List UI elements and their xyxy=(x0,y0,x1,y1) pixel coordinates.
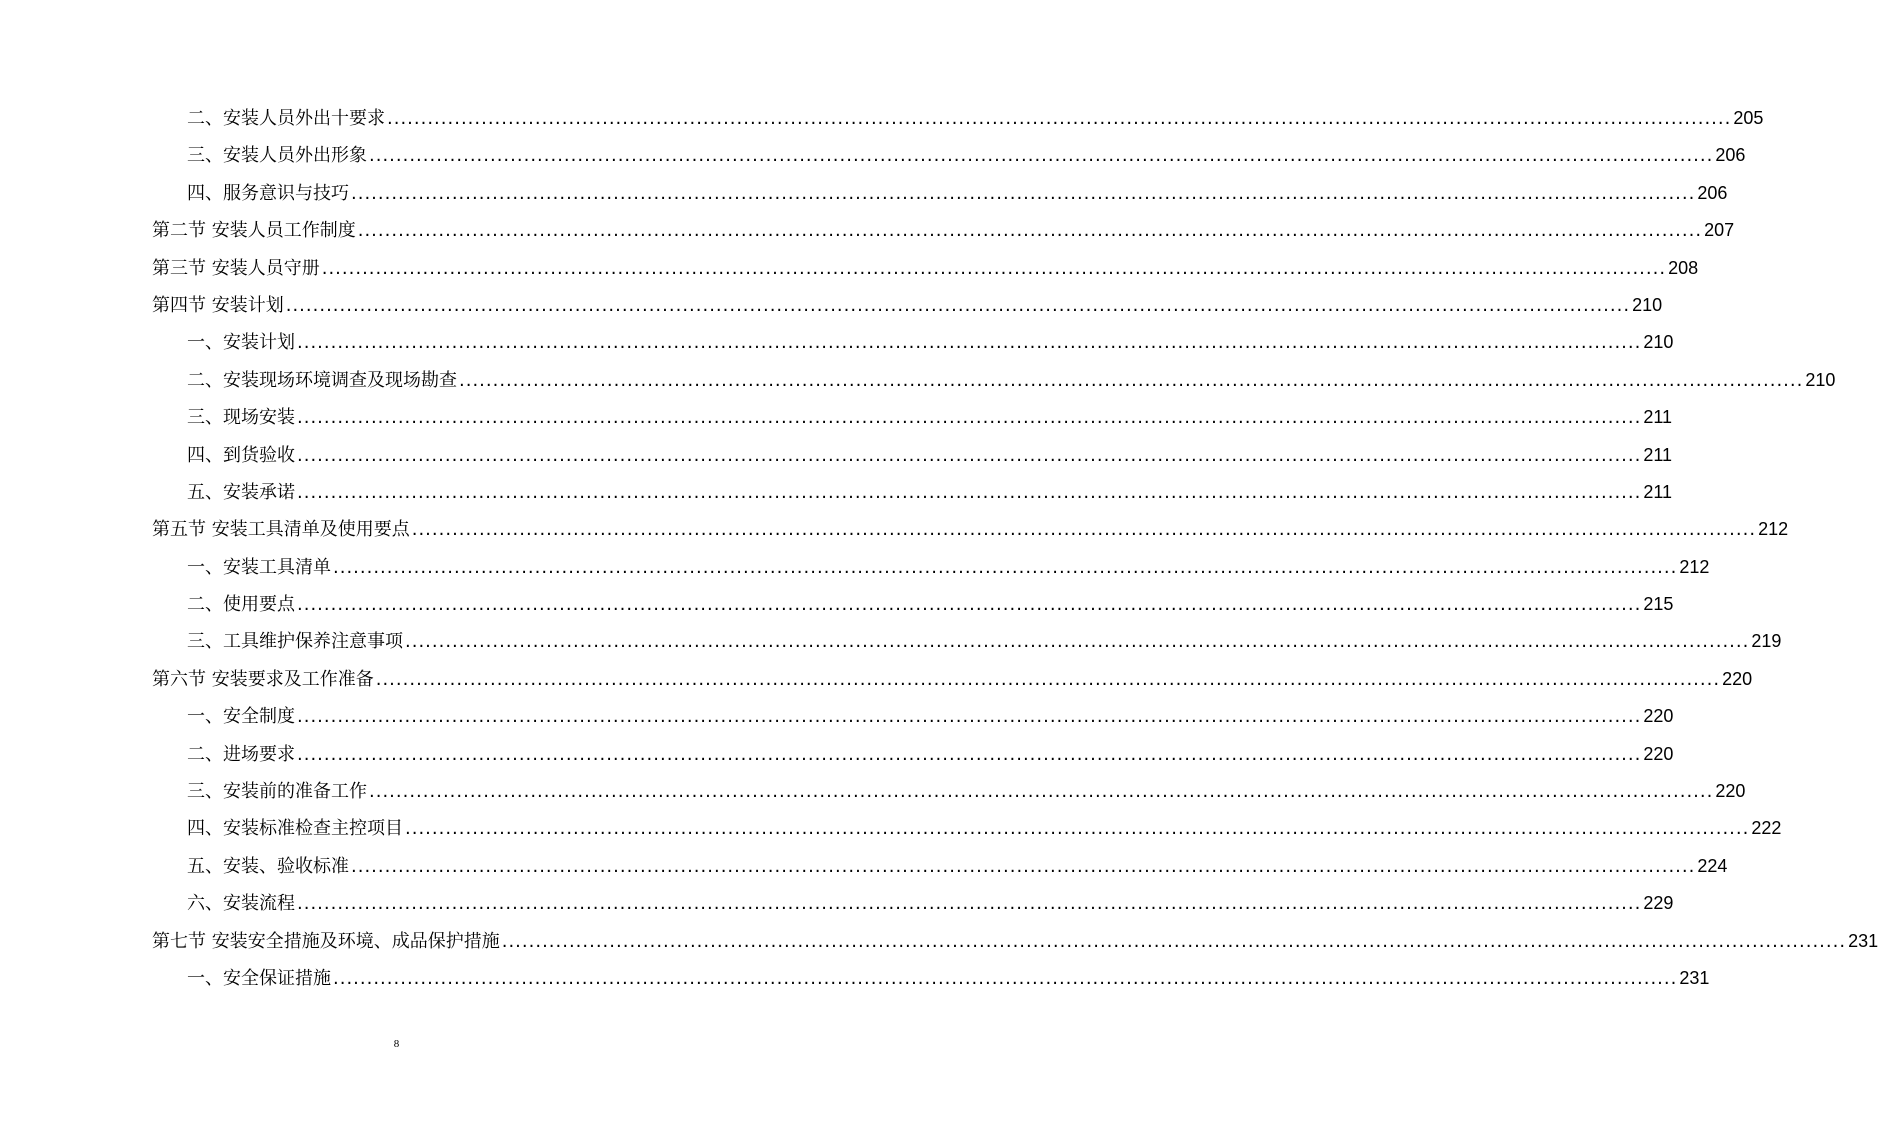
toc-leader-dots: ........................................................................................................................................................................................................ xyxy=(297,893,1642,915)
toc-leader-dots: ........................................................................................................................................................................................................ xyxy=(351,855,1696,877)
toc-entry[interactable] xyxy=(152,250,1699,287)
toc-entry-title: 四、到货验收 xyxy=(187,444,295,466)
toc-entry[interactable] xyxy=(187,175,1728,212)
toc-entry-title: 四、服务意识与技巧 xyxy=(187,182,349,204)
toc-entry-page: 210 xyxy=(1632,294,1663,315)
toc-entry[interactable] xyxy=(187,100,1764,137)
toc-entry[interactable] xyxy=(152,661,1753,698)
toc-entry-page: 219 xyxy=(1751,631,1782,652)
toc-entry[interactable] xyxy=(152,287,1663,324)
toc-entry-page: 212 xyxy=(1679,556,1710,577)
toc-entry[interactable] xyxy=(187,623,1782,660)
toc-leader-dots: ........................................................................................................................................................................................................ xyxy=(387,108,1732,129)
toc-entry-title: 三、安装前的准备工作 xyxy=(187,781,367,803)
toc-entry[interactable] xyxy=(187,960,1710,997)
toc-leader-dots: ........................................................................................................................................................................................................ xyxy=(375,668,1721,690)
toc-entry-page: 208 xyxy=(1668,257,1699,278)
toc-entry-page: 220 xyxy=(1715,781,1746,802)
toc-leader-dots: ........................................................................................................................................................................................................ xyxy=(405,631,1750,653)
toc-entry[interactable] xyxy=(187,324,1674,361)
toc-leader-dots: ........................................................................................................................................................................................................ xyxy=(321,257,1667,279)
toc-entry-title: 二、安装现场环境调查及现场勘查 xyxy=(187,369,457,391)
toc-entry-title: 六、安装流程 xyxy=(187,893,295,915)
toc-entry[interactable] xyxy=(187,137,1746,174)
toc-leader-dots: ........................................................................................................................................................................................................ xyxy=(369,781,1714,803)
toc-leader-dots: ........................................................................................................................................................................................................ xyxy=(297,444,1642,466)
toc-leader-dots: ........................................................................................................................................................................................................ xyxy=(501,930,1847,952)
toc-leader-dots: ........................................................................................................................................................................................................ xyxy=(297,407,1642,429)
toc-entry-page: 212 xyxy=(1758,519,1789,540)
toc-leader-dots: ........................................................................................................................................................................................................ xyxy=(405,818,1750,840)
toc-entry-page: 220 xyxy=(1643,706,1674,727)
toc-entry-title: 第五节 安装工具清单及使用要点 xyxy=(152,519,410,541)
toc-leader-dots: ........................................................................................................................................................................................................ xyxy=(297,594,1642,616)
toc-entry-title: 五、安装承诺 xyxy=(187,481,295,503)
table-of-contents xyxy=(0,100,1878,997)
toc-leader-dots: ........................................................................................................................................................................................................ xyxy=(351,182,1696,204)
toc-entry-page: 210 xyxy=(1805,369,1836,390)
toc-entry-page: 211 xyxy=(1643,407,1673,428)
toc-leader-dots: ........................................................................................................................................................................................................ xyxy=(297,332,1642,354)
toc-entry-title: 三、安装人员外出形象 xyxy=(187,145,367,167)
toc-entry-page: 224 xyxy=(1697,855,1728,876)
toc-entry-page: 231 xyxy=(1848,930,1878,951)
toc-leader-dots: ........................................................................................................................................................................................................ xyxy=(357,220,1703,242)
toc-leader-dots: ........................................................................................................................................................................................................ xyxy=(333,556,1678,578)
toc-entry-page: 231 xyxy=(1679,967,1710,988)
toc-entry-page: 206 xyxy=(1697,182,1728,203)
toc-entry-page: 222 xyxy=(1751,818,1782,839)
toc-entry-title: 第四节 安装计划 xyxy=(152,294,284,316)
toc-entry-page: 211 xyxy=(1643,444,1673,465)
toc-entry-title: 一、安装计划 xyxy=(187,332,295,354)
toc-entry[interactable] xyxy=(152,923,1878,960)
toc-entry-title: 四、安装标准检查主控项目 xyxy=(187,818,403,840)
toc-entry[interactable] xyxy=(187,698,1674,735)
page-number: 8 xyxy=(393,1038,400,1050)
toc-entry-page: 210 xyxy=(1643,332,1674,353)
toc-entry-page: 211 xyxy=(1643,481,1673,502)
toc-entry[interactable] xyxy=(187,549,1710,586)
toc-entry[interactable] xyxy=(187,810,1782,847)
toc-entry-title: 一、安全保证措施 xyxy=(187,967,331,989)
toc-entry[interactable] xyxy=(187,362,1836,399)
toc-leader-dots: ........................................................................................................................................................................................................ xyxy=(285,294,1631,316)
toc-entry-title: 第七节 安装安全措施及环境、成品保护措施 xyxy=(152,930,500,952)
toc-entry-title: 第二节 安装人员工作制度 xyxy=(152,220,356,242)
toc-entry-page: 220 xyxy=(1643,743,1674,764)
toc-entry[interactable] xyxy=(152,511,1789,548)
toc-entry-page: 206 xyxy=(1715,145,1746,166)
toc-entry-page: 205 xyxy=(1733,108,1764,128)
toc-leader-dots: ........................................................................................................................................................................................................ xyxy=(297,481,1642,503)
toc-entry-title: 第三节 安装人员守册 xyxy=(152,257,320,279)
toc-entry-page: 229 xyxy=(1643,893,1674,914)
toc-leader-dots: ........................................................................................................................................................................................................ xyxy=(297,706,1642,728)
toc-entry[interactable] xyxy=(187,885,1674,922)
toc-entry[interactable] xyxy=(187,586,1674,623)
toc-entry-page: 220 xyxy=(1722,668,1753,689)
toc-leader-dots: ........................................................................................................................................................................................................ xyxy=(411,519,1757,541)
toc-entry-title: 一、安装工具清单 xyxy=(187,556,331,578)
toc-leader-dots: ........................................................................................................................................................................................................ xyxy=(369,145,1714,167)
toc-entry[interactable] xyxy=(187,399,1673,436)
toc-entry[interactable] xyxy=(187,848,1728,885)
toc-entry-page: 207 xyxy=(1704,220,1735,241)
toc-entry-title: 二、使用要点 xyxy=(187,594,295,616)
toc-entry[interactable] xyxy=(187,773,1746,810)
toc-entry[interactable] xyxy=(152,212,1735,249)
toc-entry-title: 二、安装人员外出十要求 xyxy=(187,108,385,129)
toc-leader-dots: ........................................................................................................................................................................................................ xyxy=(459,369,1804,391)
toc-entry-title: 三、现场安装 xyxy=(187,407,295,429)
toc-leader-dots: ........................................................................................................................................................................................................ xyxy=(333,967,1678,989)
toc-entry-title: 第六节 安装要求及工作准备 xyxy=(152,668,374,690)
toc-entry[interactable] xyxy=(187,437,1673,474)
toc-entry[interactable] xyxy=(187,736,1674,773)
toc-entry-title: 一、安全制度 xyxy=(187,706,295,728)
toc-entry-page: 215 xyxy=(1643,594,1674,615)
toc-entry[interactable] xyxy=(187,474,1673,511)
toc-leader-dots: ........................................................................................................................................................................................................ xyxy=(297,743,1642,765)
toc-entry-title: 二、进场要求 xyxy=(187,743,295,765)
toc-entry-title: 五、安装、验收标准 xyxy=(187,855,349,877)
toc-entry-title: 三、工具维护保养注意事项 xyxy=(187,631,403,653)
